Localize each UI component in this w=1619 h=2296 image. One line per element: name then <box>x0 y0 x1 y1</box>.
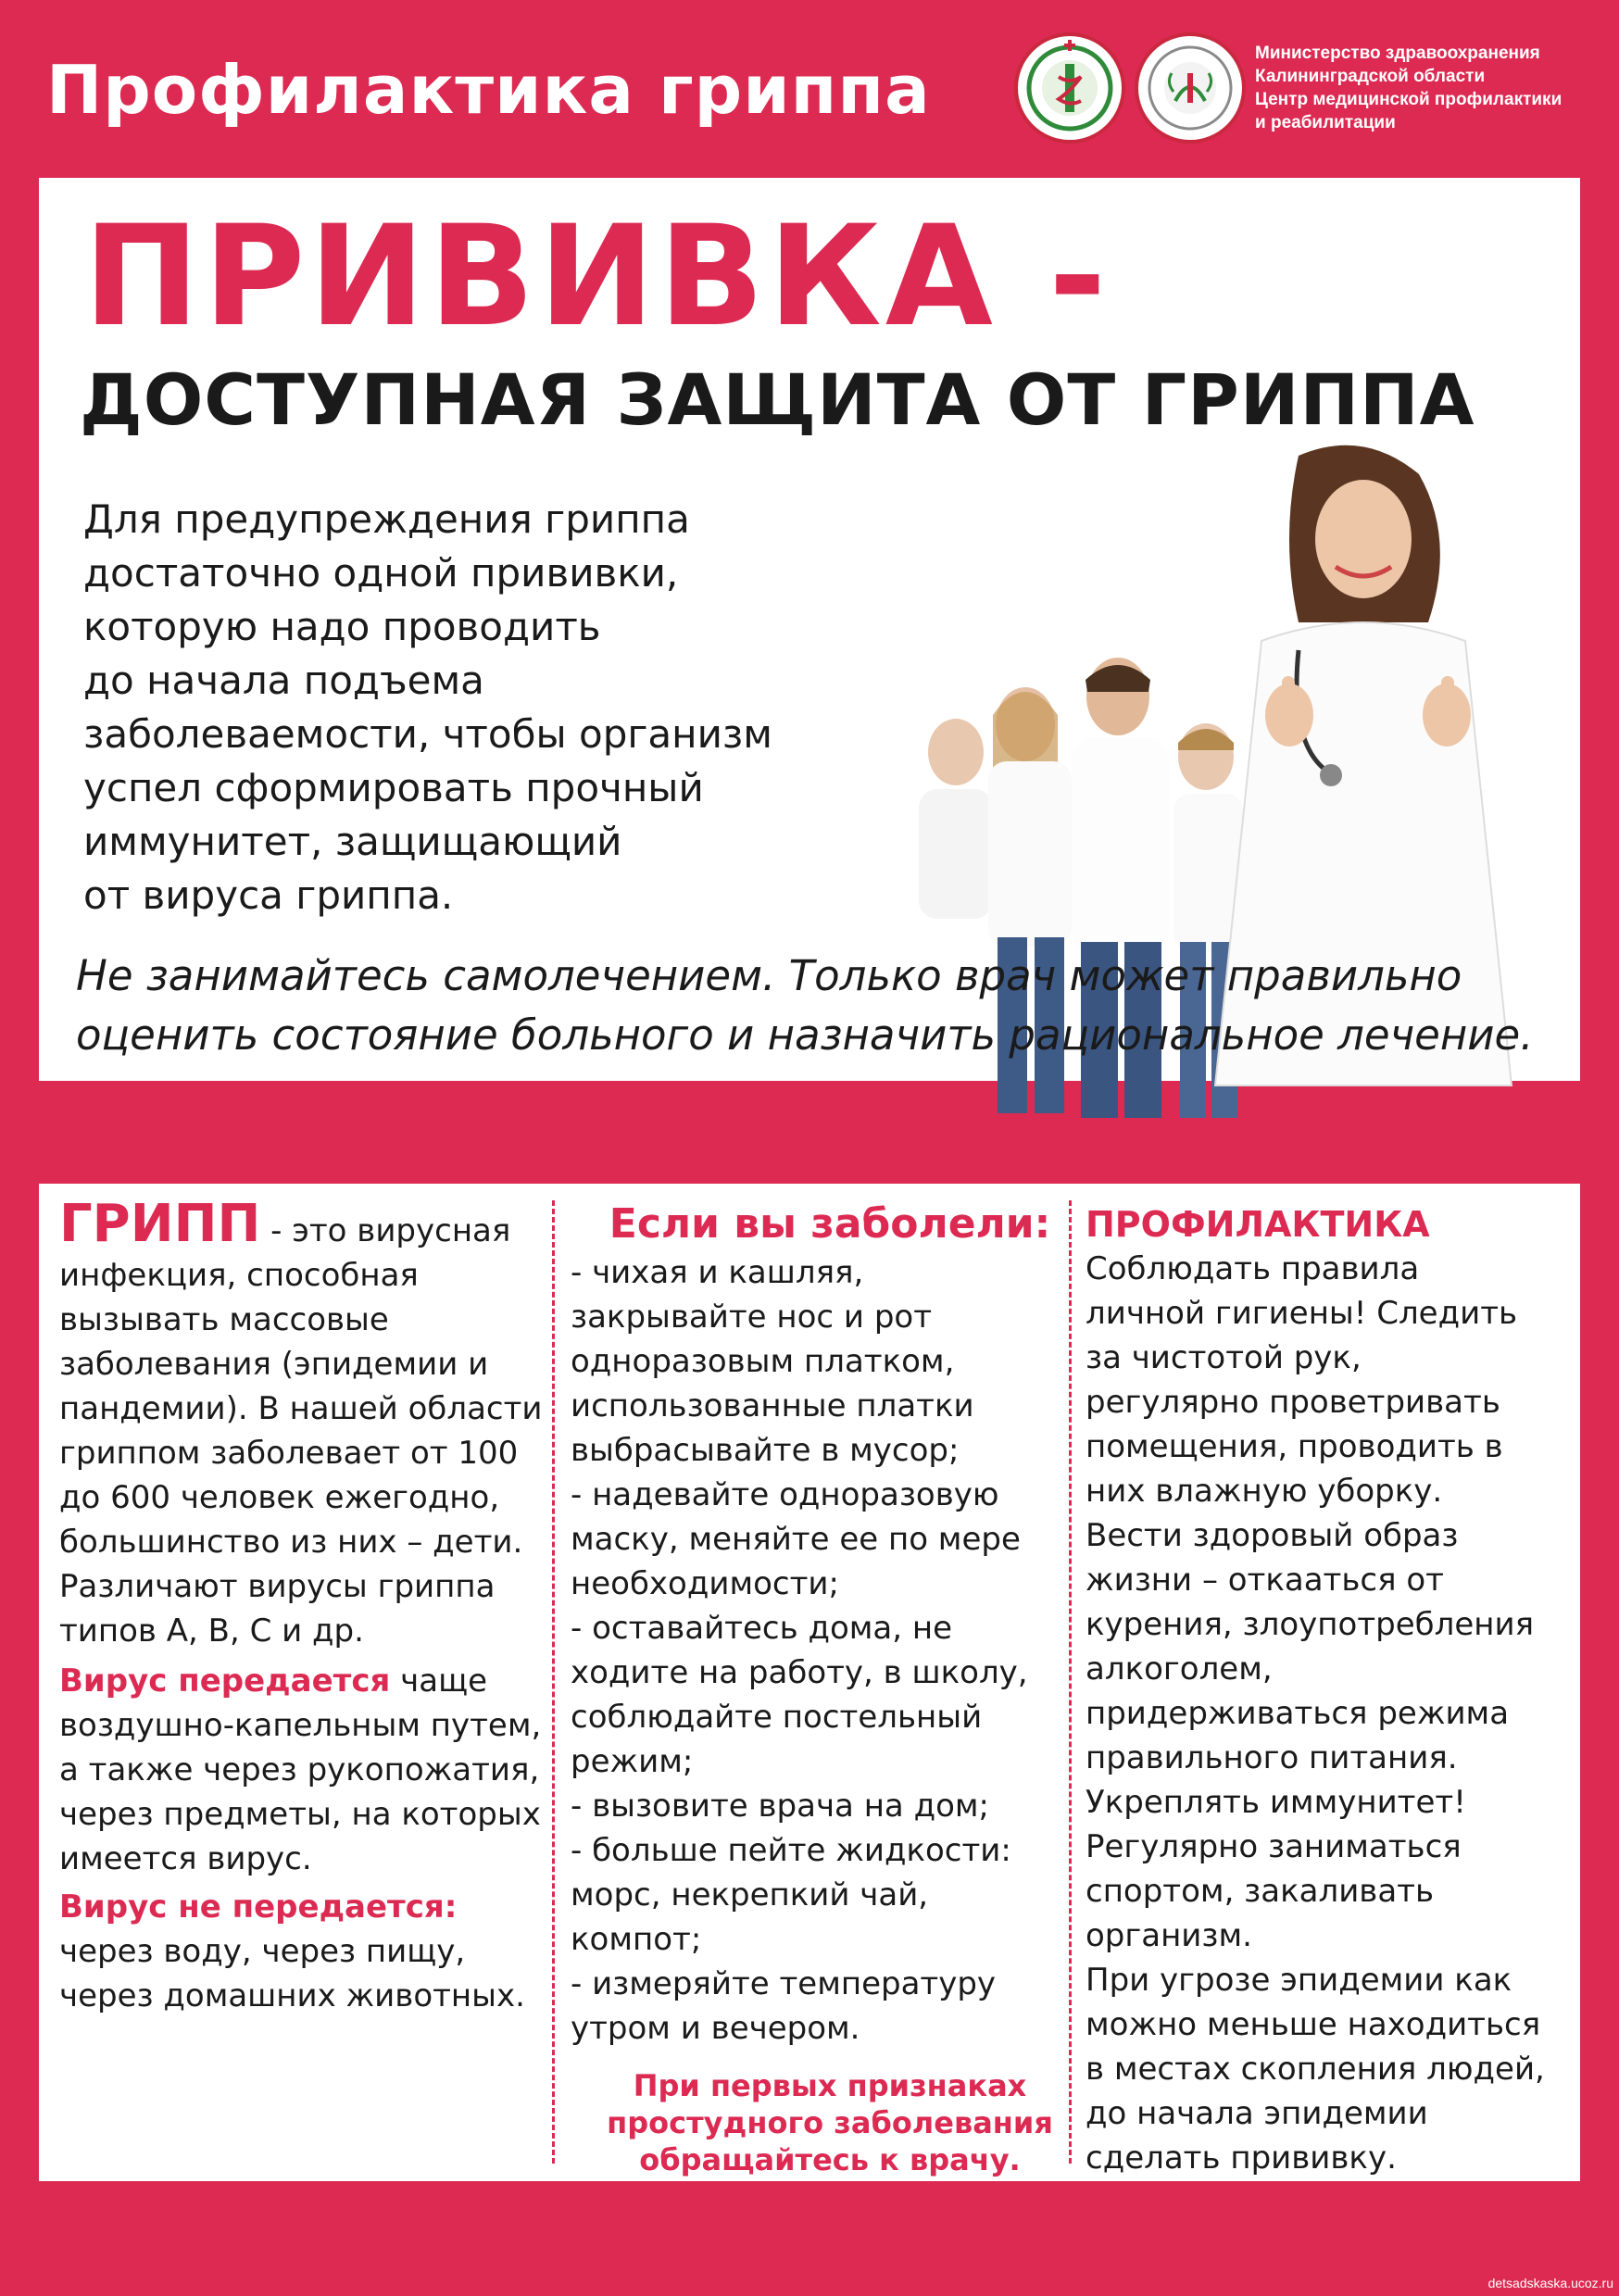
not-transmitted-label: Вирус не передается: <box>59 1888 458 1926</box>
transmission-info <box>59 1659 564 1881</box>
if-sick-column <box>571 1202 1089 2178</box>
site-watermark: detsadskaska.ucoz.ru <box>1487 2276 1613 2290</box>
prevention-heading: ПРОФИЛАКТИКА <box>1086 1204 1430 1245</box>
page-title: Профилактика гриппа <box>46 51 931 129</box>
see-doctor-callout: При первых признаках простудного заболевания обращайтесь к врачу. <box>607 2068 1053 2177</box>
flu-info-column <box>59 1194 564 2018</box>
hero-panel <box>39 178 1580 1081</box>
info-panel <box>39 1184 1580 2181</box>
prevention-center-logo <box>1135 32 1246 144</box>
prevention-column <box>1086 1202 1567 2180</box>
self-treatment-warning: Не занимайтесь самолечением. Только врач может правильно оценить состояние больного и назначить рациональное лечение. <box>76 951 1534 1060</box>
not-transmitted-text: через воду, через пищу, через домашних животных. <box>59 1933 525 2014</box>
health-emblem-logo <box>1014 32 1125 144</box>
if-sick-text: - чихая и кашляя, закрывайте нос и рот одноразовым платком, использованные платки выбрасывайте в мусор; - надевайте одноразовую маску, меняйте ее по мере необходимости; - оставайтесь дома, не ходите на работу, в школу, соблюдайте постельный режим; - вызовите врача на дом; - больше пейте жидкости: морс, некрепкий чай, компот; - измеряйте температуру утром и вечером. <box>571 1254 1028 2047</box>
flu-definition <box>59 1194 564 1653</box>
transmitted-label: Вирус передается <box>59 1662 391 1700</box>
flu-definition-text: - это вирусная инфекция, способная вызывать массовые заболевания (эпидемии и пандемии). В нашей области гриппом заболевает от 100 до 600 человек ежегодно, большинство из них – дети. Различают вирусы гриппа типов А, В, С и др. <box>59 1212 543 1650</box>
ministry-caption: Министерство здравоохранения Калининградской области Центр медицинской профилактики и реабилитации <box>1255 44 1563 132</box>
hero-title: ПРИВИВКА - <box>83 196 1111 358</box>
if-sick-heading: Если вы заболели: <box>609 1200 1051 1248</box>
intro-text: Для предупреждения гриппа достаточно одной прививки, которую надо проводить до начала подъема заболеваемости, чтобы организм успел сформировать прочный иммунитет, защищающий от вируса гриппа. <box>83 496 772 918</box>
flu-heading: ГРИПП <box>59 1194 261 1254</box>
transmitted-text: чаще воздушно-капельным путем, а также через рукопожатия, через предметы, на которых имеется вирус. <box>59 1662 542 1877</box>
logos <box>1014 32 1246 144</box>
hero-subtitle: ДОСТУПНАЯ ЗАЩИТА ОТ ГРИППА <box>80 358 1475 441</box>
prevention-text: Соблюдать правила личной гигиены! Следить за чистотой рук, регулярно проветривать помещения, проводить в них влажную уборку. Вести здоровый образ жизни – откааться от курения, злоупотребления алкоголем, придерживаться режима правильного питания. Укреплять иммунитет! Регулярно заниматься спортом, закаливать организм. При угрозе эпидемии как можно меньше находиться в местах скопления людей, до начала эпидемии сделать прививку. <box>1086 1250 1545 2177</box>
